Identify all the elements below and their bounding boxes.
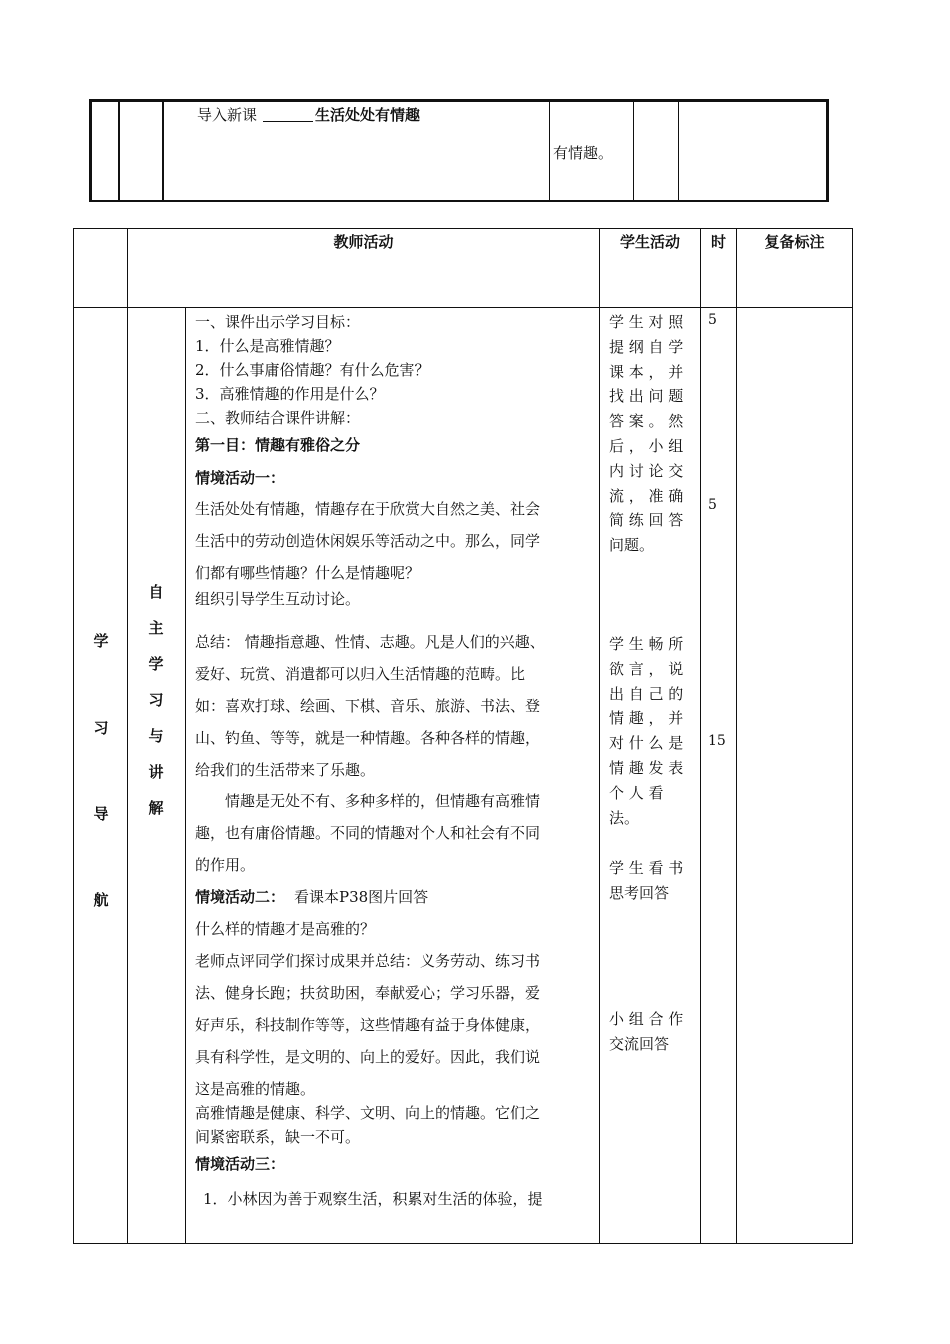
teacher-line: 老师点评同学们探讨成果并总结：义务劳动、练习书: [195, 952, 541, 970]
header-student-activity: 学生活动: [619, 233, 680, 251]
header-teacher-activity: 教师活动: [333, 233, 394, 251]
teacher-line: 一、课件出示学习目标：: [195, 313, 361, 331]
time-value: 15: [708, 733, 726, 749]
sub-label-char: 与: [148, 727, 164, 745]
top-right-text: 有情趣。: [553, 144, 614, 162]
sub-label-char: 讲: [148, 763, 164, 781]
teacher-line: 1．什么是高雅情趣？: [195, 337, 340, 355]
sub-label-char: 解: [148, 799, 164, 817]
teacher-line: 的作用。: [195, 856, 256, 874]
teacher-line: 如：喜欢打球、绘画、下棋、音乐、旅游、书法、登: [195, 697, 541, 715]
teacher-line: 这是高雅的情趣。: [195, 1080, 316, 1098]
activity-heading: 情境活动二：: [195, 888, 286, 906]
teacher-line: 二、教师结合课件讲解：: [195, 409, 361, 427]
intro-underline: [263, 121, 313, 122]
header-time: 时: [710, 233, 726, 251]
activity-heading: 情境活动一：: [195, 469, 286, 487]
activity-heading: 情境活动三：: [195, 1155, 286, 1173]
section-heading: 第一目：情趣有雅俗之分: [195, 436, 361, 454]
teacher-line: 间紧密联系，缺一不可。: [195, 1128, 361, 1146]
left-label-char: 航: [93, 891, 109, 909]
teacher-line: 组织引导学生互动讨论。: [195, 590, 361, 608]
teacher-line: 生活中的劳动创造休闲娱乐等活动之中。那么，同学: [195, 532, 541, 550]
intro-label: 导入新课: [197, 106, 258, 124]
teacher-line: 总结： 情趣指意趣、性情、志趣。凡是人们的兴趣、: [195, 633, 545, 651]
student-activity-block: 学 生 看 书 思考回答: [609, 859, 684, 902]
teacher-line: 什么样的情趣才是高雅的？: [195, 920, 376, 938]
teacher-line: 3．高雅情趣的作用是什么？: [195, 385, 385, 403]
teacher-line: 具有科学性，是文明的、向上的爱好。因此，我们说: [195, 1048, 541, 1066]
teacher-line: 2．什么事庸俗情趣？有什么危害？: [195, 361, 430, 379]
teacher-line: 情趣是无处不有、多种多样的，但情趣有高雅情: [225, 792, 541, 810]
teacher-line: 好声乐，科技制作等等，这些情趣有益于身体健康，: [195, 1016, 541, 1034]
left-label-char: 学: [93, 632, 109, 650]
teacher-line: 给我们的生活带来了乐趣。: [195, 761, 376, 779]
teacher-line: 看课本P38图片回答: [294, 888, 429, 906]
teacher-line: 生活处处有情趣，情趣存在于欣赏大自然之美、社会: [195, 500, 541, 518]
sub-label-char: 学: [148, 655, 164, 673]
teacher-line: 法、健身长跑；扶贫助困，奉献爱心；学习乐器，爱: [195, 984, 541, 1002]
left-label-char: 导: [93, 805, 109, 823]
sub-label-char: 自: [148, 583, 164, 601]
left-label-char: 习: [93, 719, 109, 737]
teacher-line: 趣，也有庸俗情趣。不同的情趣对个人和社会有不同: [195, 824, 541, 842]
time-value: 5: [708, 497, 717, 513]
student-activity-block: 学 生 畅 所 欲 言 ， 说 出 自 己 的 情 趣 ， 并 对 什 么 是 情 趣 发 表 个 人 看 法。: [609, 635, 684, 827]
teacher-line: 爱好、玩赏、消遣都可以归入生活情趣的范畴。比: [195, 665, 526, 683]
teacher-line: 们都有哪些情趣？什么是情趣呢？: [195, 564, 421, 582]
header-notes: 复备标注: [764, 233, 825, 251]
teacher-line: 1．小林因为善于观察生活，积累对生活的体验，提: [203, 1190, 543, 1208]
sub-label-char: 主: [148, 619, 164, 637]
teacher-line: 高雅情趣是健康、科学、文明、向上的情趣。它们之: [195, 1104, 541, 1122]
student-activity-block: 学 生 对 照 提 纲 自 学 课 本 ， 并 找 出 问 题 答 案 。 然 后 ， 小 组 内 讨 论 交 流 ， 准 确 简 练 回 答 问题。: [609, 313, 684, 555]
teacher-line: 山、钓鱼、等等，就是一种情趣。各种各样的情趣，: [195, 729, 541, 747]
time-value: 5: [708, 312, 717, 328]
intro-title: 生活处处有情趣: [315, 106, 421, 124]
student-activity-block: 小 组 合 作 交流回答: [609, 1010, 684, 1053]
sub-label-char: 习: [148, 691, 164, 709]
